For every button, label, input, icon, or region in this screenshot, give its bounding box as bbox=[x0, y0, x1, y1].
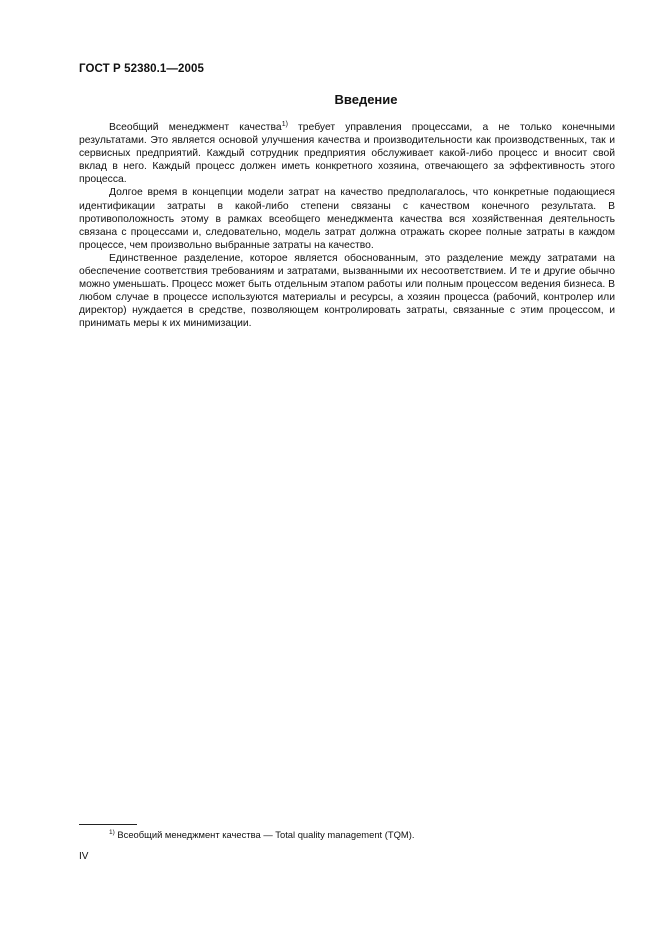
body-text bbox=[79, 121, 615, 331]
paragraph-2: Долгое время в концепции модели затрат на качество предполагалось, что конкретные подающиеся идентификации затраты в какой-либо степени связаны с качеством конечного результата. В противоположность этому в рамках всеобщего менеджмента качества вся хозяйственная деятельность связана с процессами и, следовательно, модель затрат должна отражать скорее полные затраты в каждом процессе, чем произвольно выбранные затраты на качество. bbox=[79, 187, 615, 251]
page-number: IV bbox=[79, 851, 89, 862]
document-header: ГОСТ Р 52380.1—2005 bbox=[79, 63, 204, 75]
paragraph-1-text-start: Всеобщий менеджмент качества bbox=[109, 122, 282, 133]
section-title: Введение bbox=[334, 92, 398, 107]
footnote-text: Всеобщий менеджмент качества — Total quality management (TQM). bbox=[114, 829, 415, 840]
footnote-reference: 1) bbox=[281, 121, 288, 128]
paragraph-3: Единственное разделение, которое является обоснованным, это разделение между затратами на обеспечение соответствия требованиям и затратами, вызванными их несоответствием. И те и другие обычно можно уменьшать. Процесс может быть отдельным этапом работы или полным процессом ведения бизнеса. В любом случае в процессе используются материалы и ресурсы, а хозяин процесса (рабочий, контролер или директор) нуждается в средстве, позволяющем контролировать затраты, связанные с этим процессом, и принимать меры к их минимизации. bbox=[79, 252, 615, 330]
paragraph-1 bbox=[79, 121, 615, 186]
paragraph-1-text-end: требует управления процессами, а не только конечными результатами. Это является основой улучшения качества и производительности как производственных, так и сервисных предприятий. Каждый сотрудник предприятия обслуживает какой-либо процесс и вносит свой вклад в него. Каждый процесс должен иметь конкретного хозяина, отвечающего за эффективность этого процесса. bbox=[79, 122, 615, 186]
footnote-divider bbox=[79, 824, 137, 825]
footnote-marker: 1) bbox=[109, 829, 115, 836]
footnote bbox=[109, 829, 414, 841]
